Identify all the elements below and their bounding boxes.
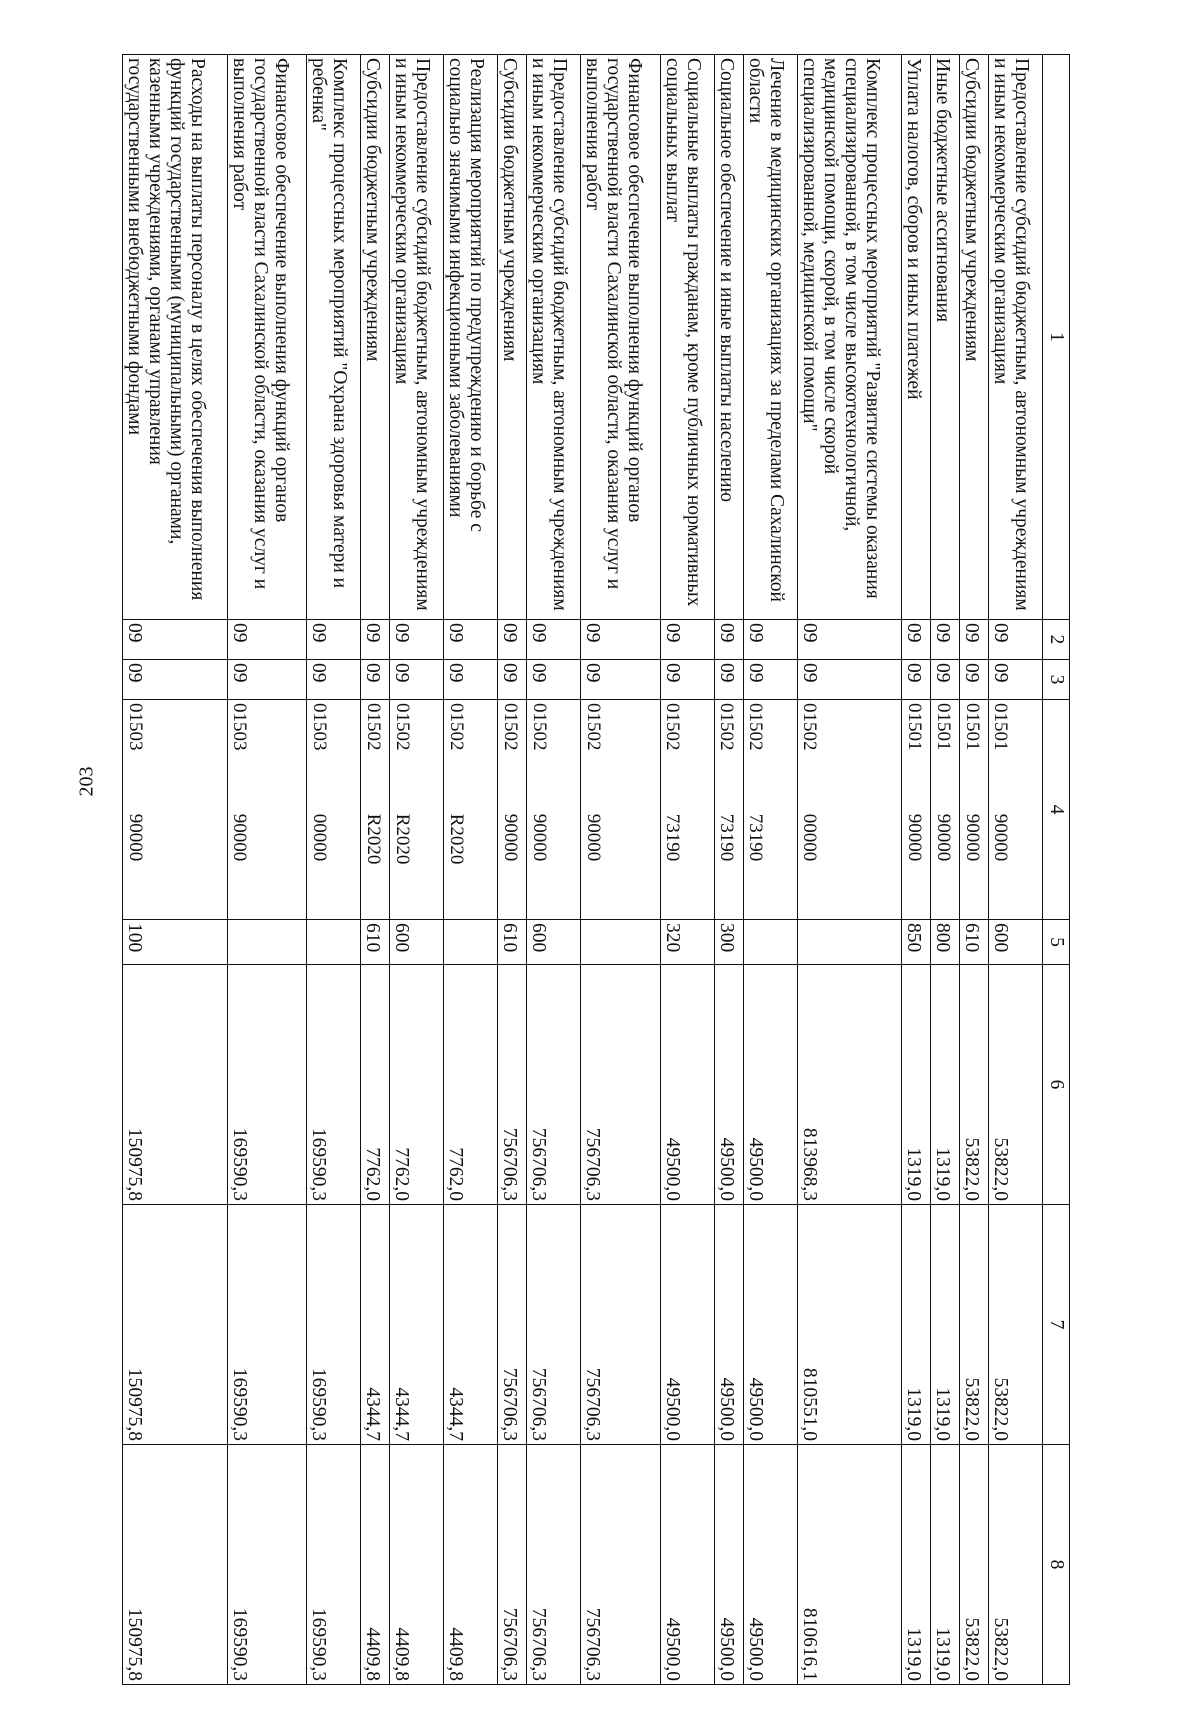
target-article-cell — [988, 700, 1042, 920]
expense-type-cell: 320 — [660, 920, 714, 965]
amount-col6-cell: 7762,0 — [444, 965, 498, 1205]
amount-col8-cell: 53822,0 — [988, 1445, 1042, 1685]
row-name-cell: Социальное обеспечение и иные выплаты населению — [714, 55, 743, 620]
expense-type-cell — [444, 920, 498, 965]
table-row — [797, 55, 902, 1685]
amount-col7-cell: 810551,0 — [797, 1205, 902, 1445]
expense-type-cell — [581, 920, 660, 965]
row-name-cell: Иные бюджетные ассигнования — [931, 55, 960, 620]
direction-code: 90000 — [582, 813, 604, 862]
section-code-cell: 09 — [743, 620, 797, 660]
expense-type-cell — [307, 920, 361, 965]
section-code-cell: 09 — [581, 620, 660, 660]
amount-col7-cell: 4344,7 — [361, 1205, 390, 1445]
direction-code: 90000 — [932, 813, 954, 862]
amount-col8-cell: 810616,1 — [797, 1445, 902, 1685]
section-code-cell: 09 — [960, 620, 989, 660]
expense-type-cell — [743, 920, 797, 965]
direction-code: 90000 — [499, 813, 521, 862]
row-name-cell: Комплекс процессных мероприятий "Развитие системы оказания специализированной, в том числе высокотехнологичной, медицинской помощи, скорой, в том числе скорой специализированной, медицинской помощи" — [797, 55, 902, 620]
amount-col7-cell: 53822,0 — [988, 1205, 1042, 1445]
row-name-cell: Субсидии бюджетным учреждениям — [960, 55, 989, 620]
target-article-cell — [444, 700, 498, 920]
row-name-cell: Предоставление субсидий бюджетным, автономным учреждениям и иным некоммерческим организациям — [527, 55, 581, 620]
amount-col6-cell: 49500,0 — [660, 965, 714, 1205]
section-code-cell: 09 — [390, 620, 444, 660]
section-code-cell: 09 — [527, 620, 581, 660]
expense-type-cell — [227, 920, 306, 965]
row-name-cell: Субсидии бюджетным учреждениям — [498, 55, 527, 620]
program-code: 01502 — [716, 703, 738, 751]
subsection-code-cell: 09 — [960, 660, 989, 700]
subsection-code-cell: 09 — [307, 660, 361, 700]
amount-col6-cell: 169590,3 — [307, 965, 361, 1205]
table-row — [988, 55, 1042, 1685]
target-article-cell — [581, 700, 660, 920]
amount-col7-cell: 169590,3 — [307, 1205, 361, 1445]
subsection-code-cell: 09 — [902, 660, 931, 700]
table-row — [581, 55, 660, 1685]
amount-col8-cell: 1319,0 — [931, 1445, 960, 1685]
subsection-code-cell: 09 — [527, 660, 581, 700]
row-name-cell: Комплекс процессных мероприятий "Охрана здоровья матери и ребенка" — [307, 55, 361, 620]
expense-type-cell: 850 — [902, 920, 931, 965]
program-code: 01501 — [990, 703, 1012, 751]
program-code: 01502 — [391, 703, 413, 751]
amount-col7-cell: 756706,3 — [581, 1205, 660, 1445]
direction-code: 90000 — [229, 813, 251, 862]
table-row — [498, 55, 527, 1685]
amount-col8-cell: 756706,3 — [581, 1445, 660, 1685]
expense-type-cell: 600 — [390, 920, 444, 965]
page-number: 203 — [75, 766, 98, 797]
section-code-cell: 09 — [988, 620, 1042, 660]
amount-col7-cell: 756706,3 — [498, 1205, 527, 1445]
row-name-cell: Уплата налогов, сборов и иных платежей — [902, 55, 931, 620]
program-code: 01502 — [582, 703, 604, 751]
column-header: 5 — [1043, 920, 1070, 965]
column-header: 2 — [1043, 620, 1070, 660]
target-article-cell — [498, 700, 527, 920]
target-article-cell — [660, 700, 714, 920]
header-row — [1043, 55, 1070, 1685]
amount-col7-cell: 1319,0 — [902, 1205, 931, 1445]
expense-type-cell: 100 — [123, 920, 228, 965]
amount-col6-cell: 756706,3 — [527, 965, 581, 1205]
direction-code: 90000 — [990, 813, 1012, 862]
subsection-code-cell: 09 — [123, 660, 228, 700]
amount-col7-cell: 1319,0 — [931, 1205, 960, 1445]
table-row — [390, 55, 444, 1685]
section-code-cell: 09 — [714, 620, 743, 660]
column-header: 7 — [1043, 1205, 1070, 1445]
target-article-cell — [227, 700, 306, 920]
row-name-cell: Социальные выплаты гражданам, кроме публичных нормативных социальных выплат — [660, 55, 714, 620]
amount-col8-cell: 49500,0 — [743, 1445, 797, 1685]
amount-col8-cell: 756706,3 — [527, 1445, 581, 1685]
row-name-cell: Предоставление субсидий бюджетным, автономным учреждениям и иным некоммерческим организациям — [390, 55, 444, 620]
table-row — [960, 55, 989, 1685]
column-header: 3 — [1043, 660, 1070, 700]
amount-col6-cell: 756706,3 — [498, 965, 527, 1205]
table-row — [527, 55, 581, 1685]
program-code: 01501 — [961, 703, 983, 751]
amount-col7-cell: 49500,0 — [660, 1205, 714, 1445]
subsection-code-cell: 09 — [714, 660, 743, 700]
program-code: 01502 — [362, 703, 384, 751]
section-code-cell: 09 — [797, 620, 902, 660]
expense-type-cell: 610 — [361, 920, 390, 965]
direction-code: 73190 — [662, 813, 684, 862]
row-name-cell: Реализация мероприятий по предупреждению и борьбе с социально значимыми инфекционными заболеваниями — [444, 55, 498, 620]
amount-col8-cell: 169590,3 — [227, 1445, 306, 1685]
amount-col6-cell: 1319,0 — [902, 965, 931, 1205]
amount-col8-cell: 4409,8 — [361, 1445, 390, 1685]
section-code-cell: 09 — [660, 620, 714, 660]
amount-col6-cell: 49500,0 — [743, 965, 797, 1205]
program-code: 01503 — [124, 703, 146, 751]
amount-col6-cell: 169590,3 — [227, 965, 306, 1205]
amount-col7-cell: 53822,0 — [960, 1205, 989, 1445]
table-row — [123, 55, 228, 1685]
amount-col7-cell: 150975,8 — [123, 1205, 228, 1445]
amount-col7-cell: 49500,0 — [743, 1205, 797, 1445]
subsection-code-cell: 09 — [390, 660, 444, 700]
amount-col7-cell: 4344,7 — [390, 1205, 444, 1445]
amount-col6-cell: 7762,0 — [390, 965, 444, 1205]
direction-code: 73190 — [716, 813, 738, 862]
amount-col8-cell: 49500,0 — [660, 1445, 714, 1685]
amount-col6-cell: 1319,0 — [931, 965, 960, 1205]
table-row — [307, 55, 361, 1685]
target-article-cell — [123, 700, 228, 920]
amount-col6-cell: 49500,0 — [714, 965, 743, 1205]
amount-col6-cell: 53822,0 — [988, 965, 1042, 1205]
table-row — [931, 55, 960, 1685]
amount-col6-cell: 53822,0 — [960, 965, 989, 1205]
table-row — [660, 55, 714, 1685]
amount-col8-cell: 756706,3 — [498, 1445, 527, 1685]
subsection-code-cell: 09 — [931, 660, 960, 700]
direction-code: 90000 — [528, 813, 550, 862]
amount-col7-cell: 756706,3 — [527, 1205, 581, 1445]
amount-col7-cell: 4344,7 — [444, 1205, 498, 1445]
subsection-code-cell: 09 — [797, 660, 902, 700]
row-name-cell: Субсидии бюджетным учреждениям — [361, 55, 390, 620]
amount-col6-cell: 150975,8 — [123, 965, 228, 1205]
table-row — [227, 55, 306, 1685]
target-article-cell — [714, 700, 743, 920]
budget-table — [122, 54, 1070, 1685]
row-name-cell: Предоставление субсидий бюджетным, автономным учреждениям и иным некоммерческим организациям — [988, 55, 1042, 620]
row-name-cell: Расходы на выплаты персоналу в целях обеспечения выполнения функций государственными (муниципальными) органами, казенными учреждениями, органами управления государственными внебюджетными фондами — [123, 55, 228, 620]
subsection-code-cell: 09 — [660, 660, 714, 700]
section-code-cell: 09 — [931, 620, 960, 660]
program-code: 01502 — [445, 703, 467, 751]
target-article-cell — [307, 700, 361, 920]
program-code: 01502 — [528, 703, 550, 751]
program-code: 01503 — [308, 703, 330, 751]
section-code-cell: 09 — [227, 620, 306, 660]
section-code-cell: 09 — [307, 620, 361, 660]
direction-code: 73190 — [745, 813, 767, 862]
direction-code: 00000 — [308, 813, 330, 862]
target-article-cell — [390, 700, 444, 920]
direction-code: 90000 — [903, 813, 925, 862]
amount-col6-cell: 813968,3 — [797, 965, 902, 1205]
section-code-cell: 09 — [902, 620, 931, 660]
direction-code: 00000 — [799, 813, 821, 862]
target-article-cell — [902, 700, 931, 920]
target-article-cell — [797, 700, 902, 920]
program-code: 01502 — [745, 703, 767, 751]
direction-code: R2020 — [362, 813, 384, 865]
program-code: 01503 — [229, 703, 251, 751]
target-article-cell — [361, 700, 390, 920]
target-article-cell — [743, 700, 797, 920]
direction-code: 90000 — [124, 813, 146, 862]
amount-col8-cell: 4409,8 — [390, 1445, 444, 1685]
expense-type-cell: 610 — [960, 920, 989, 965]
amount-col7-cell: 49500,0 — [714, 1205, 743, 1445]
program-code: 01501 — [932, 703, 954, 751]
amount-col8-cell: 150975,8 — [123, 1445, 228, 1685]
subsection-code-cell: 09 — [581, 660, 660, 700]
direction-code: 90000 — [961, 813, 983, 862]
column-header: 8 — [1043, 1445, 1070, 1685]
column-header: 1 — [1043, 55, 1070, 620]
expense-type-cell: 800 — [931, 920, 960, 965]
amount-col8-cell: 1319,0 — [902, 1445, 931, 1685]
amount-col8-cell: 53822,0 — [960, 1445, 989, 1685]
amount-col6-cell: 7762,0 — [361, 965, 390, 1205]
target-article-cell — [960, 700, 989, 920]
expense-type-cell: 610 — [498, 920, 527, 965]
amount-col8-cell: 4409,8 — [444, 1445, 498, 1685]
rotated-document — [122, 54, 1070, 1684]
column-header: 4 — [1043, 700, 1070, 920]
section-code-cell: 09 — [361, 620, 390, 660]
column-header: 6 — [1043, 965, 1070, 1205]
direction-code: R2020 — [391, 813, 413, 865]
expense-type-cell: 600 — [527, 920, 581, 965]
section-code-cell: 09 — [444, 620, 498, 660]
section-code-cell: 09 — [498, 620, 527, 660]
program-code: 01502 — [499, 703, 521, 751]
subsection-code-cell: 09 — [227, 660, 306, 700]
expense-type-cell: 600 — [988, 920, 1042, 965]
row-name-cell: Лечение в медицинских организациях за пределами Сахалинской области — [743, 55, 797, 620]
row-name-cell: Финансовое обеспечение выполнения функций органов государственной власти Сахалинской области, оказания услуг и выполнения работ — [227, 55, 306, 620]
subsection-code-cell: 09 — [361, 660, 390, 700]
row-name-cell: Финансовое обеспечение выполнения функций органов государственной власти Сахалинской области, оказания услуг и выполнения работ — [581, 55, 660, 620]
subsection-code-cell: 09 — [444, 660, 498, 700]
expense-type-cell: 300 — [714, 920, 743, 965]
subsection-code-cell: 09 — [498, 660, 527, 700]
amount-col6-cell: 756706,3 — [581, 965, 660, 1205]
target-article-cell — [527, 700, 581, 920]
program-code: 01501 — [903, 703, 925, 751]
section-code-cell: 09 — [123, 620, 228, 660]
program-code: 01502 — [799, 703, 821, 751]
subsection-code-cell: 09 — [988, 660, 1042, 700]
table-row — [361, 55, 390, 1685]
subsection-code-cell: 09 — [743, 660, 797, 700]
table-row — [902, 55, 931, 1685]
target-article-cell — [931, 700, 960, 920]
table-row — [743, 55, 797, 1685]
expense-type-cell — [797, 920, 902, 965]
direction-code: R2020 — [445, 813, 467, 865]
table-row — [714, 55, 743, 1685]
table-body — [123, 55, 1043, 1685]
table-row — [444, 55, 498, 1685]
program-code: 01502 — [662, 703, 684, 751]
amount-col8-cell: 169590,3 — [307, 1445, 361, 1685]
amount-col8-cell: 49500,0 — [714, 1445, 743, 1685]
amount-col7-cell: 169590,3 — [227, 1205, 306, 1445]
